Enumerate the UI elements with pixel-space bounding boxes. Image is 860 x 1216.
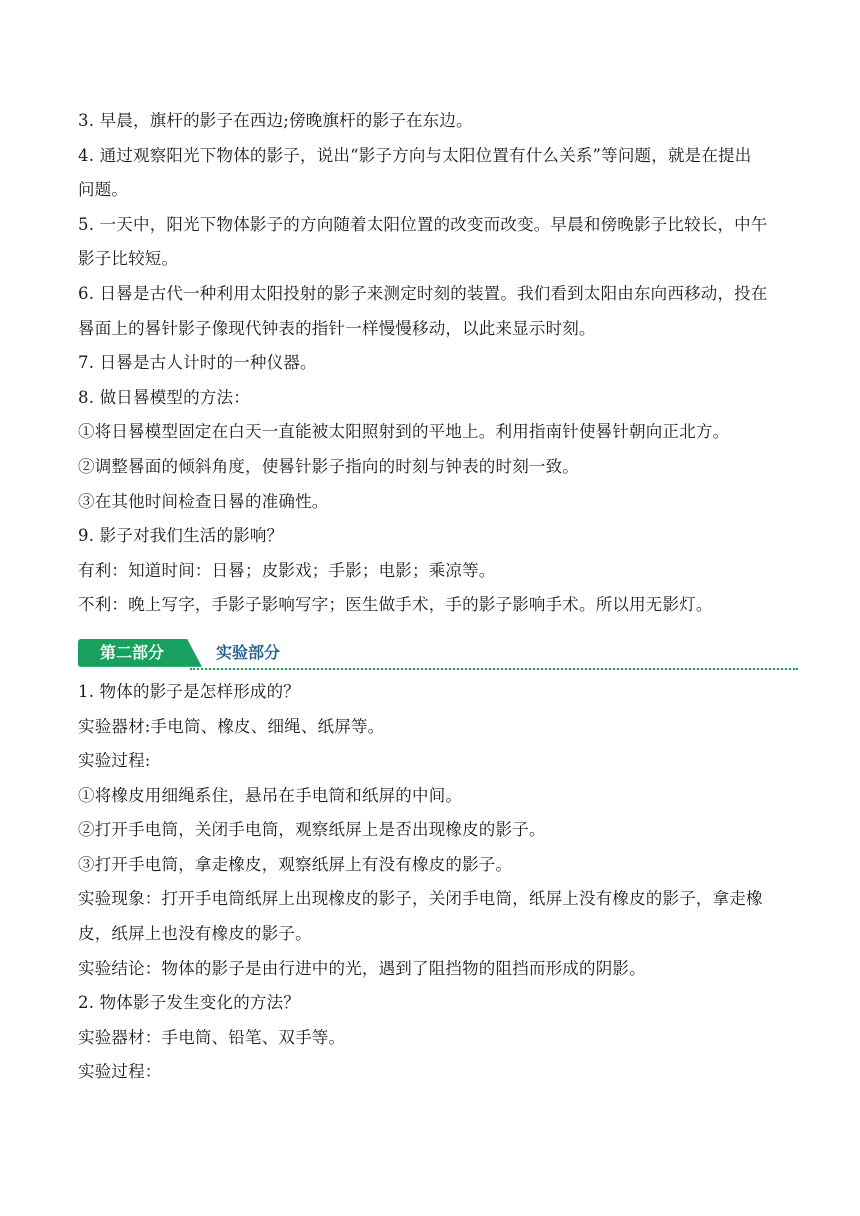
experiment-list (78, 675, 798, 1090)
paragraph-line: 9. 影子对我们生活的影响？ (78, 526, 284, 546)
paragraph-line: 3. 早晨，旗杆的影子在西边;傍晚旗杆的影子在东边。 (78, 111, 473, 130)
document-page (78, 104, 798, 1090)
paragraph-line: 问题。 (78, 180, 129, 200)
paragraph-line: 实验器材：手电筒、铅笔、双手等。 (78, 1027, 346, 1047)
paragraph-line: 1. 物体的影子是怎样形成的？ (78, 681, 300, 701)
section-tab-label: 第二部分 (99, 642, 164, 662)
paragraph-line: ①将日晷模型固定在白天一直能被太阳照射到的平地上。利用指南针使晷针朝向正北方。 (78, 422, 730, 442)
section-title: 实验部分 (216, 642, 281, 662)
paragraph-line: ②打开手电筒，关闭手电筒，观察纸屏上是否出现橡皮的影子。 (78, 820, 546, 840)
paragraph-line: 7. 日晷是古人计时的一种仪器。 (78, 353, 317, 373)
paragraph-line: 实验结论：物体的影子是由行进中的光，遇到了阻挡物的阻挡而形成的阴影。 (78, 958, 646, 978)
paragraph-line: ③打开手电筒，拿走橡皮，观察纸屏上有没有橡皮的影子。 (78, 854, 513, 874)
paragraph-line: 2. 物体影子发生变化的方法？ (78, 993, 300, 1013)
paragraph-line: 实验器材:手电筒、橡皮、细绳、纸屏等。 (78, 716, 385, 736)
knowledge-list (78, 104, 798, 623)
paragraph-line: 实验过程: (78, 751, 151, 771)
section-header (78, 633, 798, 671)
paragraph-line: 不利：晚上写字，手影子影响写字；医生做手术，手的影子影响手术。所以用无影灯。 (78, 595, 713, 615)
paragraph-line: ③在其他时间检查日晷的准确性。 (78, 491, 329, 511)
paragraph-line: ②调整晷面的倾斜角度，使晷针影子指向的时刻与钟表的时刻一致。 (78, 456, 579, 476)
paragraph-line: 实验现象：打开手电筒纸屏上出现橡皮的影子，关闭手电筒，纸屏上没有橡皮的影子，拿走橡 (78, 889, 763, 909)
paragraph-line: 6. 日晷是古代一种利用太阳投射的影子来测定时刻的装置。我们看到太阳由东向西移动，投在 (78, 283, 768, 303)
section-divider (190, 668, 798, 670)
paragraph-line: 晷面上的晷针影子像现代钟表的指针一样慢慢移动，以此来显示时刻。 (78, 318, 596, 338)
paragraph-line: 实验过程： (78, 1062, 162, 1082)
paragraph-line: 有利：知道时间：日晷；皮影戏；手影；电影；乘凉等。 (78, 560, 496, 580)
paragraph-line: 皮，纸屏上也没有橡皮的影子。 (78, 924, 312, 944)
paragraph-line: 影子比较短。 (78, 249, 179, 269)
paragraph-line: 8. 做日晷模型的方法： (78, 387, 250, 407)
paragraph-line: 5. 一天中，阳光下物体影子的方向随着太阳位置的改变而改变。早晨和傍晚影子比较长，中午 (78, 214, 768, 234)
paragraph-line: ①将橡皮用细绳系住，悬吊在手电筒和纸屏的中间。 (78, 785, 463, 805)
paragraph-line: 4. 通过观察阳光下物体的影子，说出“影子方向与太阳位置有什么关系”等问题，就是在提出 (78, 145, 752, 165)
